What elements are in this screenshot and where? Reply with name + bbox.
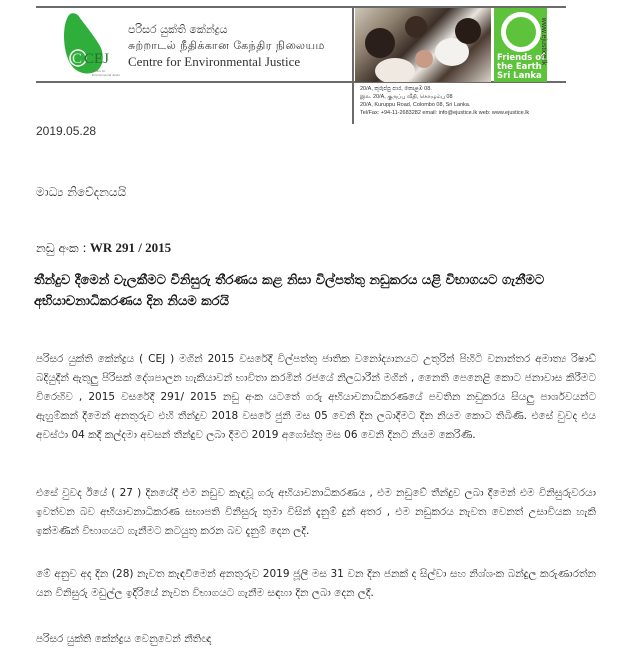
paragraph-4-cutoff: පරිසර යුක්ති කේන්ද්‍රය වෙනුවෙන් නීතිඥ [36, 633, 212, 645]
document-date: 2019.05.28 [36, 124, 97, 138]
foe-logo [494, 8, 547, 82]
paragraph-2: එසේ වුවද ඊයේ ( 27 ) දිනයේදී එම නඩුව කැඳවූ ගරු අභියාචනාධිකරණය , එම නඩුවේ තීන්දුව ලබා දීමෙන් එම විනිසුරුවරයා ඉවත්වන බව අභියාචනාධිකරණ සභාපති විනිසුරු තුමා විසින් දැනුම් දුන් අතර , එම නඩුකරය නැවත වෙනත් උසාවියක හැකි ඉක්මණින් විභාගයට ගැනීමට කටයුතු කරන බව දැනුම් දෙන ලදී. [36, 487, 596, 537]
paragraph-1: පරිසර යුක්ති කේන්ද්‍රය ( CEJ ) මගින් 2015 වසරේදී විල්පත්තු ජාතික වනෝද්‍යානයට උතුරින් පිහිටි වනාන්තර අමාත්‍ය රිෂාඩ් බදියුදීන් ඇතුලු පිරිසක් දේශපාලන හැකියාවන් භාවිතා කරමින් රජයේ නිලධාරීන් මගින් , නෛති පෙනෙළි කොට ජනාවාස කිරීමට විරෙහිව , 2015 වසරේදී 291/ 2015 නඩු අංක යටතේ ගරු අභියාචනාධිකරණයේ පවතින නඩුකරය සියලු පාර්ශවයන්ට ඇහුම්කන් දීමෙන් අනතුරුව එහි තීන්දුව 2018 වසරේ ජුනි මස 05 වෙනි දින ලබාදීමට දින නියම කොට තිබිණි. එසේ වුවද එය අවස්ථා 04 කදී කල්දමා අවසන් තීන්දුව ලබා දීමට 2019 අගෝස්තු මස 06 වෙනි දිනට නියම කෙරිණි. [36, 353, 596, 441]
contact-line: Tel/Fax: +94-11-2683282 email: info@ejustice.lk web: www.ejustice.lk [360, 110, 530, 116]
svg-text:Environmental Justice: Environmental Justice [92, 73, 120, 77]
svg-text:C: C [72, 51, 83, 67]
cej-logo [58, 10, 120, 80]
address-line-tamil: இல. 20/A, குருப்பு வீதி, கொழும்பு 08 [360, 94, 453, 100]
svg-text:Centre for: Centre for [92, 69, 106, 73]
case-number-value: WR 291 / 2015 [89, 240, 172, 255]
address-block [360, 85, 529, 117]
website-vertical: www.ejustice.lk [540, 17, 548, 66]
cej-org-names [128, 22, 325, 70]
paragraph-3: මේ අනුව අද දින (28) නැවත කැඳවීමෙන් අනතුරුව 2019 ජූලි මස 31 වන දින ජනක් ද සිල්වා සහ නිශ්ශංක බන්දුල කරුණාරත්න යන විනිසුරු මඩුල්ල ඉදිරියේ නැවත විභාගයට ගැනීම සඳහා දින ලබා දෙන ලදී. [36, 568, 596, 599]
address-line-sinhala: 20/A, කුරුප්පු පාර, කොළඹ 08. [360, 86, 432, 92]
cej-name-sinhala: පරිසර යුක්ති කේන්ද්‍රය [128, 23, 228, 36]
address-line-english: 20/A, Kuruppu Road, Colombo 08, Sri Lanka. [360, 102, 471, 108]
foe-logo-text: Friends of the Earth Sri Lanka [497, 53, 545, 81]
sri-lanka-map-icon [58, 10, 120, 80]
foe-ring-icon [501, 12, 541, 52]
document-type: මාධ්‍ය නිවේදනයයි [36, 185, 127, 199]
case-number [36, 240, 171, 256]
letterhead-divider [352, 6, 354, 124]
cej-name-tamil: சுற்றாடல் நீதிக்கான கேந்திர நிலையம [128, 39, 325, 52]
community-photo [355, 8, 491, 82]
svg-text:CEJ: CEJ [84, 51, 110, 67]
press-release-headline: තීන්දුව දීමෙන් වැලකීමට විනිසුරු තීරණය කළ නිසා විල්පත්තු නඩුකරය යළි විභාගයට ගැනීමට අභියාචනාධිකරණය දින නියම කරයි [34, 273, 545, 309]
case-number-label: නඩු අංක : [36, 241, 87, 255]
cej-name-english: Centre for Environmental Justice [128, 54, 301, 69]
